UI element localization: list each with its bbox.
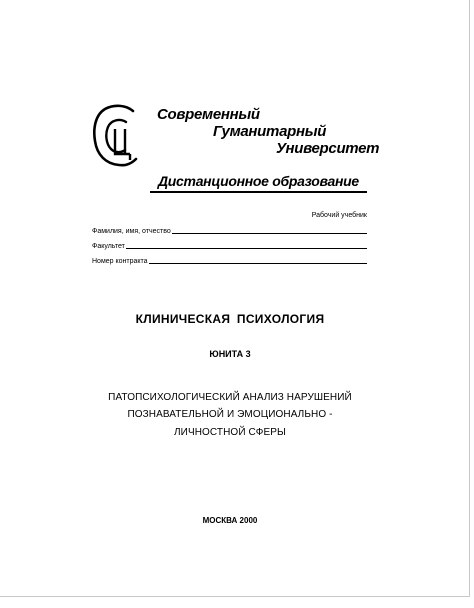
- university-name-line-3: Университет: [276, 140, 380, 157]
- full-name-field[interactable]: [92, 226, 367, 236]
- division-underline: [150, 191, 367, 193]
- university-name-line-1: Современный: [157, 106, 260, 123]
- contract-number-field[interactable]: [92, 256, 367, 266]
- course-title: КЛИНИЧЕСКАЯ ПСИХОЛОГИЯ: [135, 312, 325, 326]
- faculty-blank-line[interactable]: [126, 248, 367, 249]
- topic-line-2: ПОЗНАВАТЕЛЬНОЙ И ЭМОЦИОНАЛЬНО -: [127, 409, 333, 420]
- city-year: МОСКВА 2000: [202, 516, 258, 525]
- page-edge-right: [469, 0, 470, 596]
- faculty-field[interactable]: [92, 241, 367, 251]
- full-name-label: Фамилия, имя, отчество: [92, 228, 171, 235]
- faculty-label: Факультет: [92, 243, 125, 250]
- textbook-type-label: Рабочий учебник: [311, 212, 367, 219]
- topic-line-1: ПАТОПСИХОЛОГИЧЕСКИЙ АНАЛИЗ НАРУШЕНИЙ: [108, 392, 352, 403]
- division-title: Дистанционное образование: [158, 173, 359, 189]
- full-name-blank-line[interactable]: [172, 233, 367, 234]
- university-logo-icon: [92, 101, 148, 173]
- topic-line-3: ЛИЧНОСТНОЙ СФЕРЫ: [174, 427, 286, 438]
- page-edge-bottom: [0, 596, 470, 597]
- unit-label: ЮНИТА 3: [209, 349, 251, 359]
- contract-number-label: Номер контракта: [92, 258, 148, 265]
- university-name-line-2: Гуманитарный: [213, 123, 327, 140]
- contract-number-blank-line[interactable]: [149, 263, 367, 264]
